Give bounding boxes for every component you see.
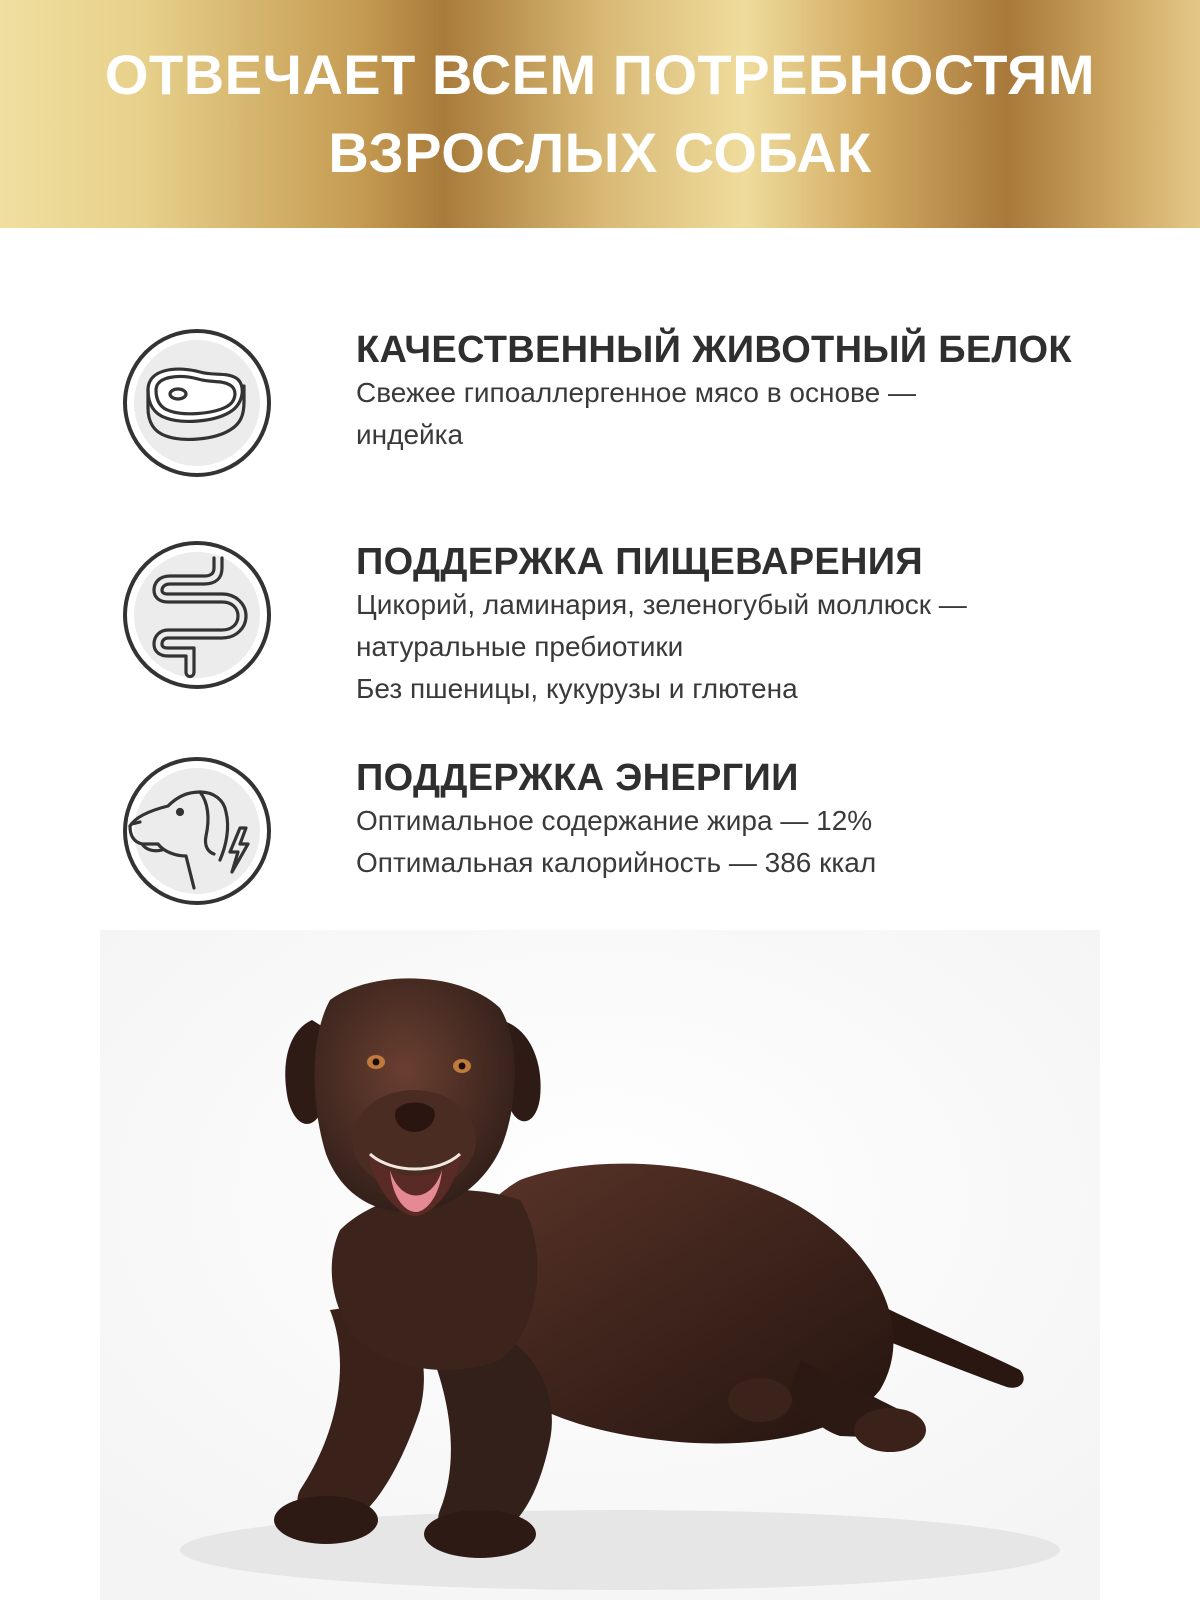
feature-description-line: Без пшеницы, кукурузы и глютена bbox=[356, 673, 798, 704]
feature-digestion-text bbox=[356, 540, 1156, 710]
feature-description-line: Цикорий, ламинария, зеленогубый моллюск — bbox=[356, 589, 967, 620]
header-banner bbox=[0, 0, 1200, 228]
feature-energy-text bbox=[356, 756, 1156, 884]
dog-photo bbox=[100, 930, 1100, 1600]
banner-title: ОТВЕЧАЕТ ВСЕМ ПОТРЕБНОСТЯМ ВЗРОСЛЫХ СОБАК bbox=[104, 43, 1096, 184]
feature-protein-text bbox=[356, 328, 1156, 456]
feature-description-line: натуральные пребиотики bbox=[356, 631, 684, 662]
dog-energy-icon bbox=[122, 756, 272, 906]
meat-steak-icon bbox=[122, 328, 272, 478]
feature-description-line: Оптимальное содержание жира — 12% bbox=[356, 805, 873, 836]
feature-title: ПОДДЕРЖКА ПИЩЕВАРЕНИЯ bbox=[356, 541, 923, 583]
feature-description-line: Свежее гипоаллергенное мясо в основе — bbox=[356, 377, 916, 408]
feature-description-line: Оптимальная калорийность — 386 ккал bbox=[356, 847, 877, 878]
feature-title: КАЧЕСТВЕННЫЙ ЖИВОТНЫЙ БЕЛОК bbox=[356, 329, 1072, 371]
feature-description-line: индейка bbox=[356, 419, 464, 450]
intestine-icon bbox=[122, 540, 272, 690]
feature-title: ПОДДЕРЖКА ЭНЕРГИИ bbox=[356, 757, 799, 799]
